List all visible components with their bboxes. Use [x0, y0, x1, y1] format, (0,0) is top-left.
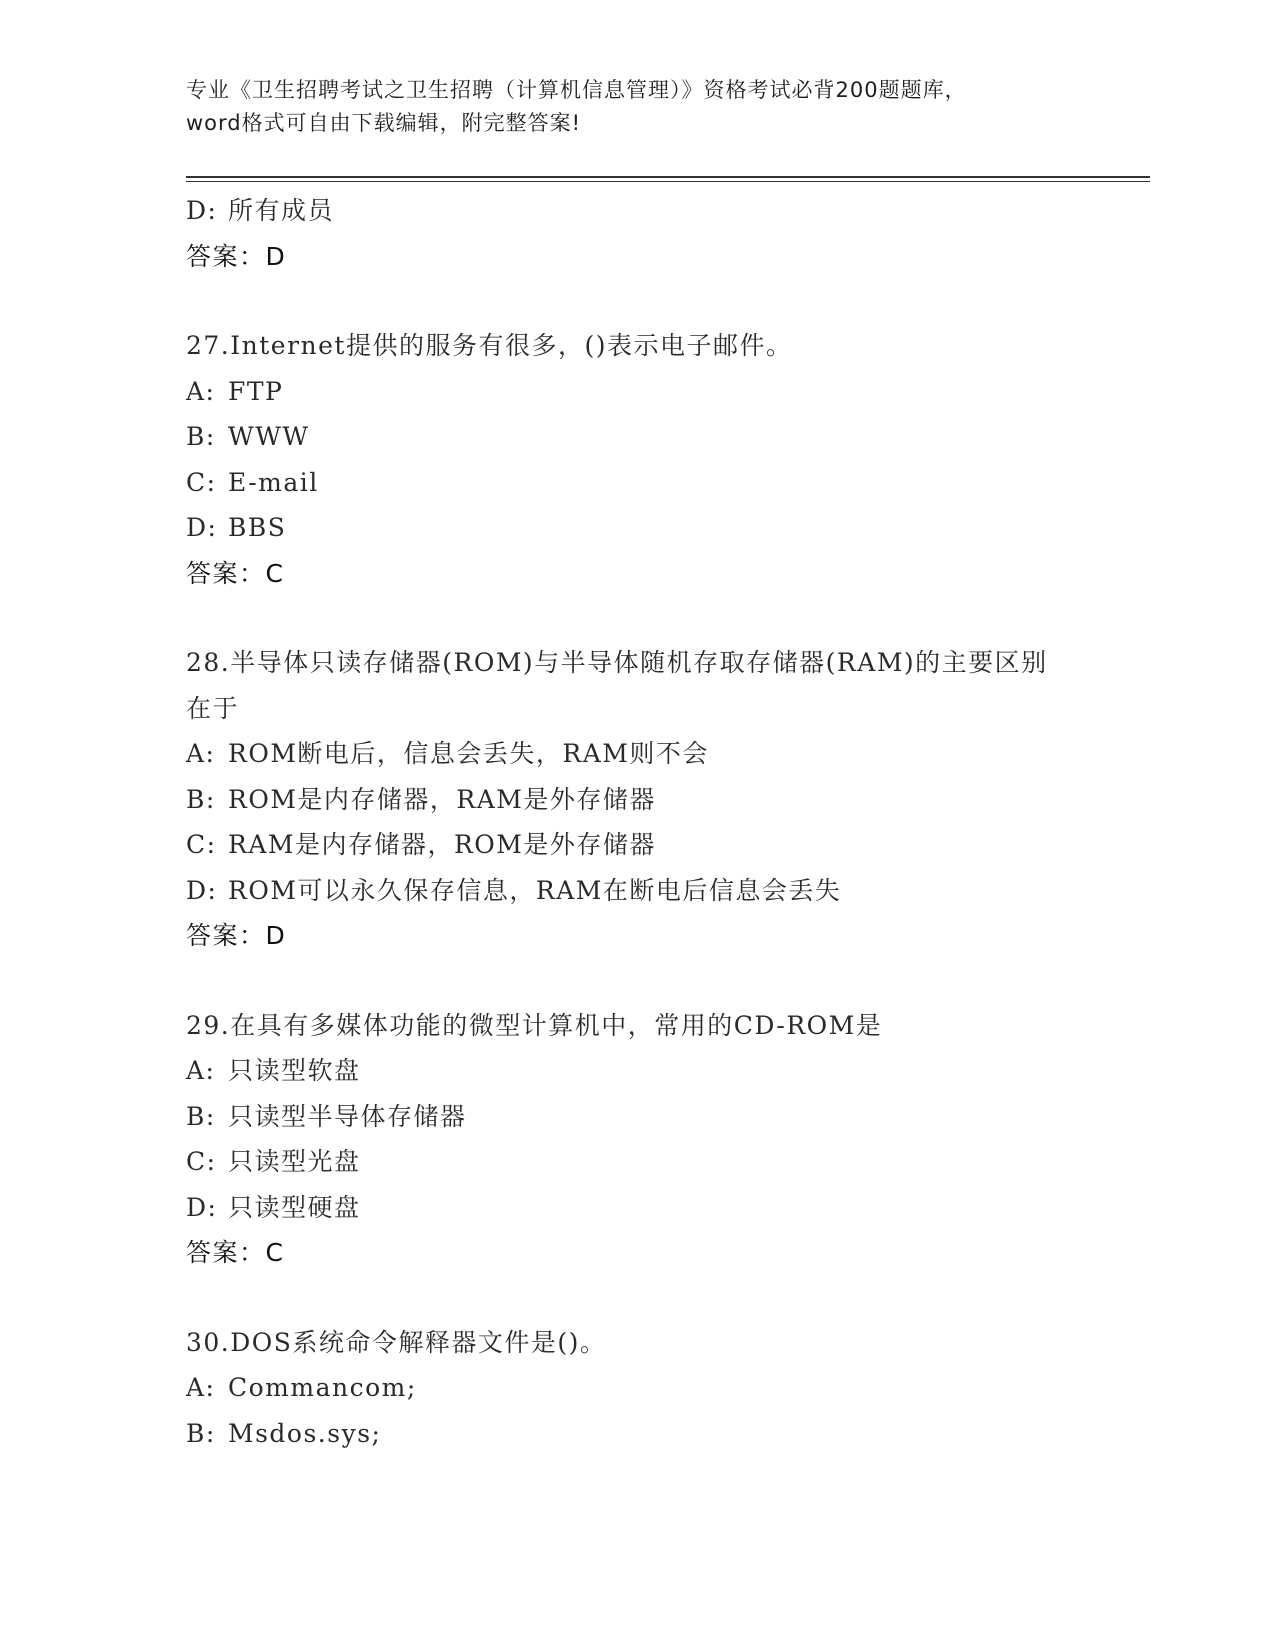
- q29-option-b: [186, 1094, 1086, 1140]
- option-label: C:: [186, 830, 217, 859]
- option-text: 只读型光盘: [228, 1147, 361, 1176]
- q30-option-b: [186, 1411, 1086, 1457]
- question-28-line-2: 在于: [186, 693, 240, 723]
- q28-option-b: [186, 777, 1086, 823]
- q27-option-c: [186, 460, 1086, 506]
- option-label: D:: [186, 196, 218, 225]
- question-28-line-1: 28.半导体只读存储器(ROM)与半导体随机存取存储器(RAM)的主要区别: [186, 648, 1048, 677]
- q29-option-d: [186, 1185, 1086, 1231]
- option-label: B:: [186, 422, 216, 451]
- prev-option-d: [186, 188, 1086, 234]
- option-label: B:: [186, 1101, 216, 1131]
- option-label: B:: [186, 784, 216, 814]
- spacer: [186, 959, 1086, 1003]
- header-title-line-1: 专业《卫生招聘考试之卫生招聘（计算机信息管理）》资格考试必背200题题库，: [186, 78, 967, 102]
- q29-answer: 答案：C: [186, 1238, 285, 1267]
- q27-option-a: [186, 369, 1086, 415]
- option-text: FTP: [228, 376, 284, 406]
- spacer: [186, 279, 1086, 323]
- option-text: ROM断电后，信息会丢失，RAM则不会: [228, 739, 709, 768]
- q29-option-c: [186, 1139, 1086, 1185]
- q27-option-d: [186, 505, 1086, 551]
- document-header: [186, 74, 1086, 140]
- option-text: Commancom;: [228, 1373, 417, 1402]
- option-text: ROM可以永久保存信息，RAM在断电后信息会丢失: [228, 875, 842, 905]
- prev-answer: 答案：D: [186, 241, 287, 271]
- option-text: Msdos.sys;: [228, 1418, 382, 1448]
- option-label: D:: [186, 513, 218, 542]
- option-text: 只读型半导体存储器: [228, 1101, 467, 1131]
- header-divider: [186, 176, 1150, 182]
- header-title-line-2: word格式可自由下载编辑，附完整答案!: [186, 111, 582, 135]
- option-label: A:: [186, 376, 216, 406]
- option-label: D:: [186, 1192, 218, 1222]
- q30-option-a: [186, 1365, 1086, 1411]
- option-text: 只读型硬盘: [228, 1192, 361, 1222]
- option-text: RAM是内存储器，ROM是外存储器: [228, 830, 656, 859]
- option-label: A:: [186, 1056, 216, 1085]
- q27-option-b: [186, 414, 1086, 460]
- option-text: ROM是内存储器，RAM是外存储器: [228, 784, 656, 814]
- spacer: [186, 1276, 1086, 1320]
- question-30: 30.DOS系统命令解释器文件是()。: [186, 1327, 607, 1357]
- option-text: E-mail: [228, 467, 319, 497]
- option-label: D:: [186, 875, 218, 905]
- option-label: B:: [186, 1418, 216, 1448]
- option-label: A:: [186, 739, 216, 768]
- option-text: BBS: [228, 513, 287, 542]
- option-label: C:: [186, 1147, 217, 1176]
- q28-option-d: [186, 868, 1086, 914]
- q29-option-a: [186, 1048, 1086, 1094]
- option-label: A:: [186, 1373, 216, 1402]
- option-text: 只读型软盘: [228, 1056, 361, 1085]
- question-29: 29.在具有多媒体功能的微型计算机中，常用的CD-ROM是: [186, 1010, 883, 1040]
- q27-answer: 答案：C: [186, 558, 285, 588]
- q28-answer: 答案：D: [186, 921, 287, 950]
- q28-option-c: [186, 822, 1086, 868]
- option-text: WWW: [228, 422, 310, 451]
- q28-option-a: [186, 731, 1086, 777]
- option-text: 所有成员: [228, 196, 335, 225]
- spacer: [186, 596, 1086, 640]
- question-list: [186, 188, 1086, 1456]
- question-27: 27.Internet提供的服务有很多，()表示电子邮件。: [186, 331, 793, 360]
- option-label: C:: [186, 467, 217, 497]
